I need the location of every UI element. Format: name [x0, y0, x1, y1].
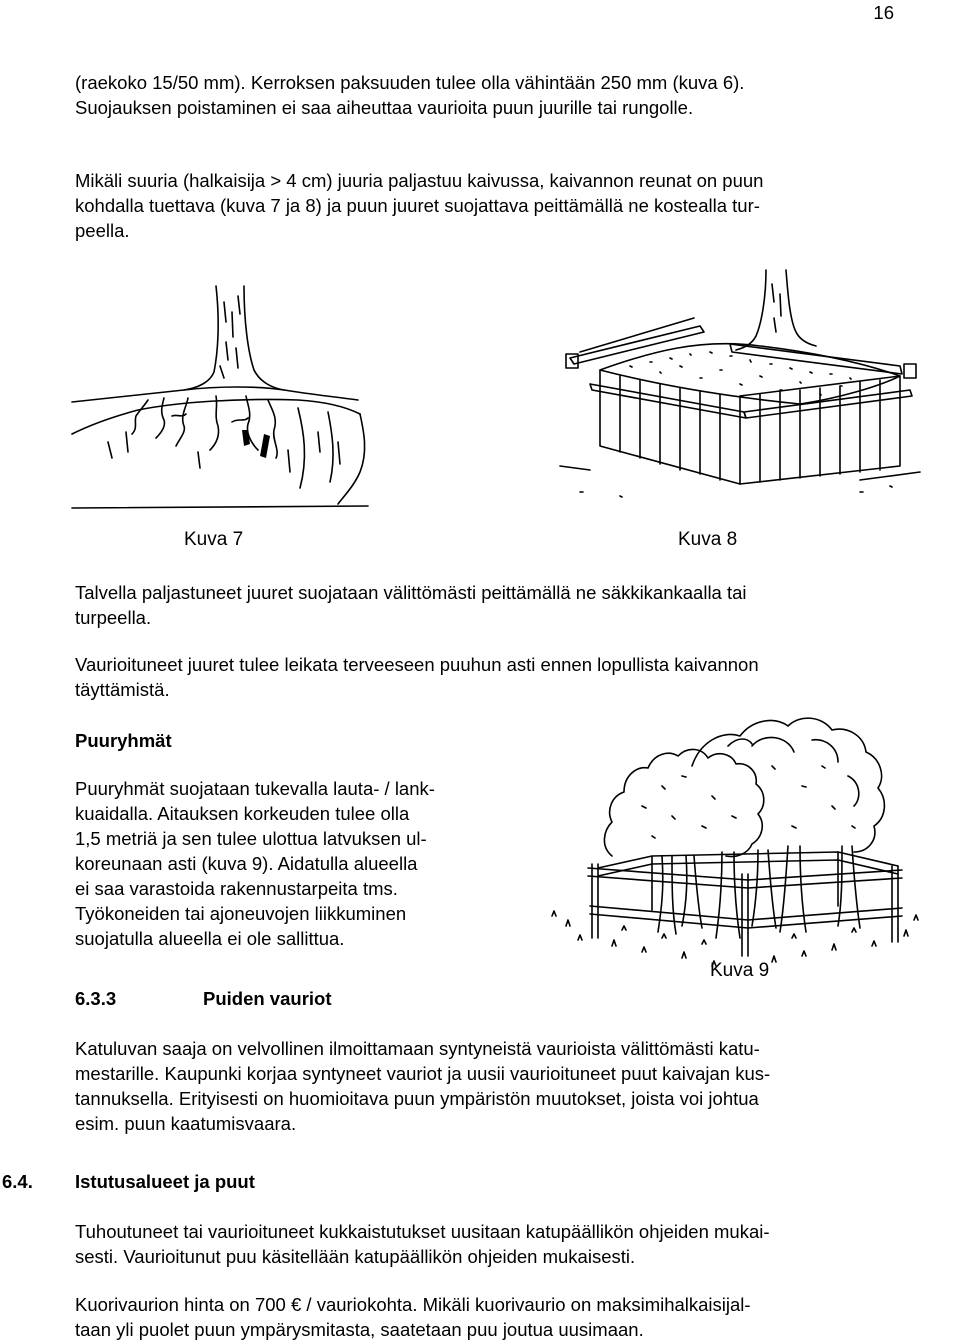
intro-paragraph	[75, 70, 893, 120]
page-number: 16	[873, 2, 894, 23]
kuva7-label: Kuva 7	[184, 529, 244, 550]
damaged-line-1: Vaurioituneet juuret tulee leikata terveeseen puuhun asti ennen lopullista kaivannon	[75, 654, 759, 675]
section-64-p1-line-2: sesti. Vaurioitunut puu käsitellään katupäällikön ohjeiden mukaisesti.	[75, 1246, 636, 1267]
section-64-paragraph-2	[75, 1292, 893, 1342]
tree-groups-heading: Puuryhmät	[75, 730, 172, 751]
section-64-p2-line-1: Kuorivaurion hinta on 700 € / vauriokohta. Mikäli kuorivaurio on maksimihalkaisijal-	[75, 1294, 751, 1315]
intro-line-1: (raekoko 15/50 mm). Kerroksen paksuuden tulee olla vähintään 250 mm (kuva 6).	[75, 72, 745, 93]
section-633-paragraph	[75, 1036, 893, 1136]
roots-line-3: peella.	[75, 220, 130, 241]
section-64-title: Istutusalueet ja puut	[75, 1171, 255, 1192]
section-64-paragraph-1	[75, 1219, 893, 1269]
winter-paragraph	[75, 580, 893, 630]
section-633-line-1: Katuluvan saaja on velvollinen ilmoittamaan syntyneistä vaurioista välittömästi katu-	[75, 1038, 760, 1059]
section-633-line-2: mestarille. Kaupunki korjaa syntyneet vauriot ja uusii vaurioituneet puut kaivajan kus-	[75, 1063, 771, 1084]
kuva9-illustration	[552, 706, 922, 996]
winter-line-2: turpeella.	[75, 607, 152, 628]
damaged-line-2: täyttämistä.	[75, 679, 170, 700]
section-633-number: 6.3.3	[75, 988, 117, 1009]
kuva8-illustration	[560, 266, 920, 506]
tree-groups-line-7: suojatulla alueella ei ole sallittua.	[75, 928, 345, 949]
kuva8-label: Kuva 8	[678, 529, 738, 550]
kuva9-label: Kuva 9	[710, 960, 770, 981]
damaged-roots-paragraph	[75, 652, 893, 702]
section-633-line-4: esim. puun kaatumisvaara.	[75, 1113, 297, 1134]
tree-groups-line-6: Työkoneiden tai ajoneuvojen liikkuminen	[75, 903, 407, 924]
roots-paragraph	[75, 168, 893, 243]
intro-line-2: Suojauksen poistaminen ei saa aiheuttaa vaurioita puun juurille tai rungolle.	[75, 97, 694, 118]
tree-groups-line-3: 1,5 metriä ja sen tulee ulottua latvuksen ul-	[75, 828, 427, 849]
tree-groups-line-1: Puuryhmät suojataan tukevalla lauta- / lank-	[75, 778, 435, 799]
tree-groups-line-5: ei saa varastoida rakennustarpeita tms.	[75, 878, 398, 899]
section-633-title: Puiden vauriot	[203, 988, 332, 1009]
section-64-p2-line-2: taan yli puolet puun ympärysmitasta, saatetaan puu joutua uusimaan.	[75, 1319, 644, 1340]
tree-groups-line-2: kuaidalla. Aitauksen korkeuden tulee olla	[75, 803, 410, 824]
tree-groups-line-4: koreunaan asti (kuva 9). Aidatulla alueella	[75, 853, 418, 874]
section-633-line-3: tannuksella. Erityisesti on huomioitava puun ympäristön muutokset, joista voi johtua	[75, 1088, 759, 1109]
roots-line-1: Mikäli suuria (halkaisija > 4 cm) juuria paljastuu kaivussa, kaivannon reunat on puun	[75, 170, 764, 191]
section-64-number: 6.4.	[2, 1171, 33, 1192]
tree-groups-paragraph	[75, 776, 493, 951]
section-64-p1-line-1: Tuhoutuneet tai vaurioituneet kukkaistutukset uusitaan katupäällikön ohjeiden mukai-	[75, 1221, 770, 1242]
kuva7-illustration	[68, 282, 408, 512]
winter-line-1: Talvella paljastuneet juuret suojataan välittömästi peittämällä ne säkkikankaalla tai	[75, 582, 747, 603]
roots-line-2: kohdalla tuettava (kuva 7 ja 8) ja puun juuret suojattava peittämällä ne kostealla tur-	[75, 195, 760, 216]
